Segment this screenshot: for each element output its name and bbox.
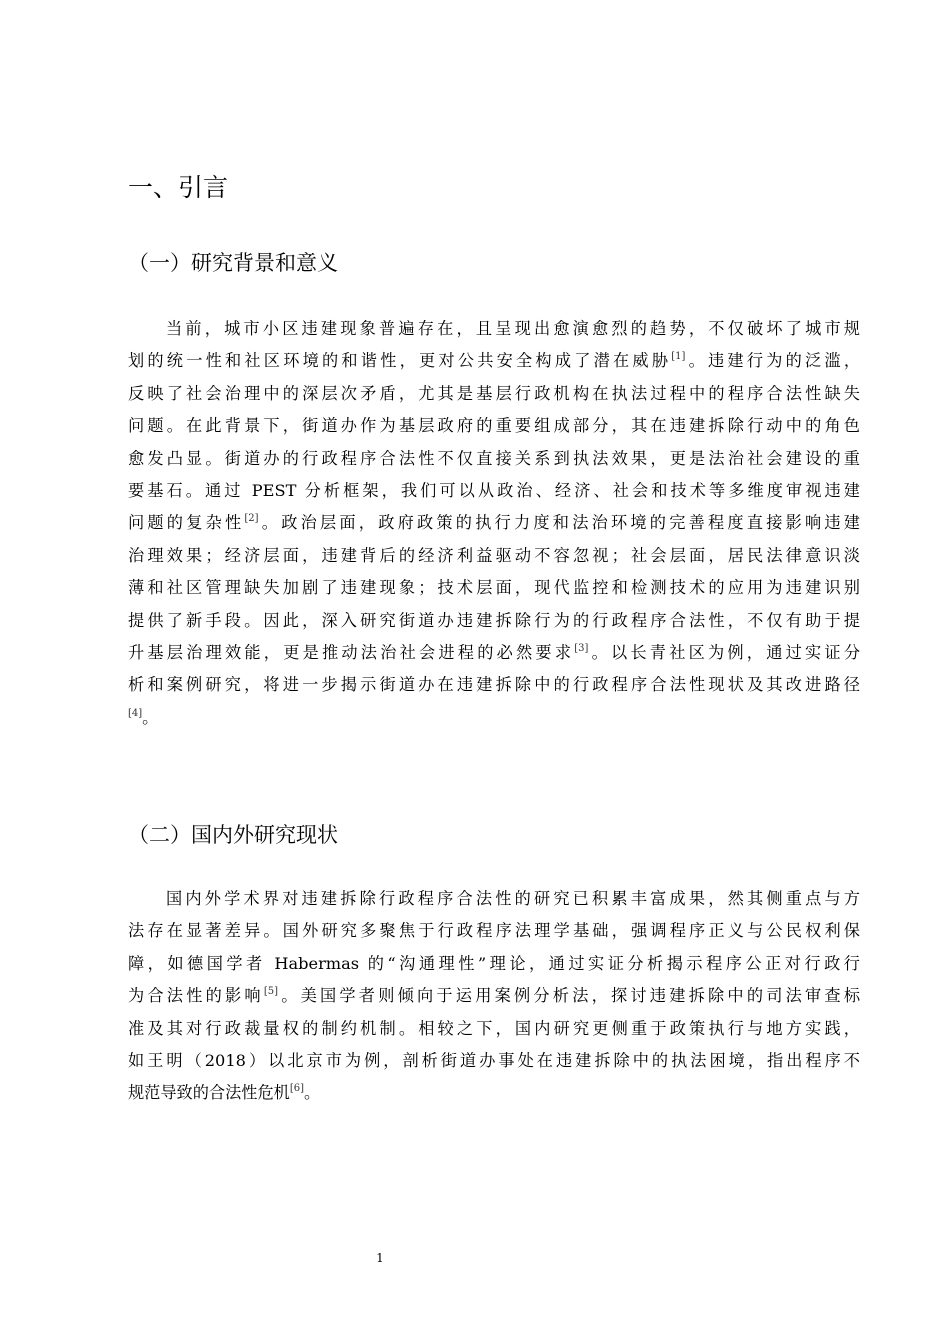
paragraph-line bbox=[128, 980, 860, 1012]
section-heading-background: （一）研究背景和意义 bbox=[128, 251, 338, 275]
paragraph-background bbox=[128, 313, 860, 734]
line-text: 提供了新手段。因此，深入研究街道办违建拆除行为的行政程序合法性，不仅有助于提 bbox=[128, 610, 860, 630]
line-text: 薄和社区管理缺失加剧了违建现象；技术层面，现代监控和检测技术的应用为违建识别 bbox=[128, 578, 860, 598]
line-text: 升基层治理效能，更是推动法治社会进程的必然要求 bbox=[128, 642, 575, 662]
line-text: 。政治层面，政府政策的执行力度和法治环境的完善程度直接影响违建 bbox=[258, 513, 860, 533]
paragraph-line bbox=[128, 313, 860, 345]
page-number: 1 bbox=[376, 1251, 384, 1265]
line-text: 愈发凸显。街道办的行政程序合法性不仅直接关系到执法效果，更是法治社会建设的重 bbox=[128, 448, 860, 468]
chapter-heading: 一、引言 bbox=[128, 173, 229, 202]
line-text: 法存在显著差异。国外研究多聚焦于行政程序法理学基础，强调程序正义与公民权利保 bbox=[128, 921, 860, 941]
paragraph-line bbox=[128, 540, 860, 572]
line-text: 。 bbox=[142, 707, 159, 727]
paragraph-line bbox=[128, 475, 860, 507]
paragraph-research-status bbox=[128, 883, 860, 1110]
line-text: 问题。在此背景下，街道办作为基层政府的重要组成部分，其在违建拆除行动中的角色 bbox=[128, 416, 860, 436]
section-heading-research-status: （二）国内外研究现状 bbox=[128, 823, 338, 847]
line-text: 。违建行为的泛滥， bbox=[685, 351, 861, 371]
paragraph-line bbox=[128, 669, 860, 701]
line-text: 。 bbox=[304, 1083, 321, 1103]
paragraph-line bbox=[128, 572, 860, 604]
line-text: 问题的复杂性 bbox=[128, 513, 245, 533]
line-text: 规范导致的合法性危机 bbox=[128, 1083, 290, 1103]
line-text: 如王明（2018）以北京市为例，剖析街道办事处在违建拆除中的执法困境，指出程序不 bbox=[128, 1050, 860, 1070]
paragraph-line bbox=[128, 443, 860, 475]
line-text: 准及其对行政裁量权的制约机制。相较之下，国内研究更侧重于政策执行与地方实践， bbox=[128, 1018, 860, 1038]
paragraph-line bbox=[128, 378, 860, 410]
line-text: 。美国学者则倾向于运用案例分析法，探讨违建拆除中的司法审查标 bbox=[277, 986, 861, 1006]
citation-marker[interactable]: [5] bbox=[263, 986, 278, 998]
paragraph-line bbox=[128, 1013, 860, 1045]
line-text: 划的统一性和社区环境的和谐性，更对公共安全构成了潜在威胁 bbox=[128, 351, 672, 371]
citation-marker[interactable]: [1] bbox=[671, 351, 686, 363]
citation-marker[interactable]: [4] bbox=[128, 707, 143, 719]
paragraph-line bbox=[128, 883, 860, 915]
paragraph-line bbox=[128, 948, 860, 980]
paragraph-line bbox=[128, 1045, 860, 1077]
paragraph-line bbox=[128, 345, 860, 377]
line-text: 治理效果；经济层面，违建背后的经济利益驱动不容忽视；社会层面，居民法律意识淡 bbox=[128, 545, 860, 565]
line-text: 为合法性的影响 bbox=[128, 986, 264, 1006]
line-text: 反映了社会治理中的深层次矛盾，尤其是基层行政机构在执法过程中的程序合法性缺失 bbox=[128, 383, 860, 403]
paragraph-line bbox=[128, 702, 860, 734]
line-text: 。以长青社区为例，通过实证分 bbox=[588, 642, 861, 662]
line-text: 要基石。通过 PEST 分析框架，我们可以从政治、经济、社会和技术等多维度审视违建 bbox=[128, 480, 860, 500]
line-text: 当前，城市小区违建现象普遍存在，且呈现出愈演愈烈的趋势，不仅破坏了城市规 bbox=[166, 319, 860, 338]
citation-marker[interactable]: [3] bbox=[574, 642, 589, 654]
paragraph-line bbox=[128, 410, 860, 442]
citation-marker[interactable]: [2] bbox=[244, 513, 259, 525]
citation-marker[interactable]: [6] bbox=[289, 1083, 305, 1095]
line-text: 析和案例研究，将进一步揭示街道办在违建拆除中的行政程序合法性现状及其改进路径 bbox=[128, 675, 860, 695]
paragraph-line bbox=[128, 915, 860, 947]
line-text: 障，如德国学者 Habermas 的“沟通理性”理论，通过实证分析揭示程序公正对行政行 bbox=[128, 953, 860, 973]
paragraph-line bbox=[128, 507, 860, 539]
paragraph-line bbox=[128, 637, 860, 669]
paragraph-line bbox=[128, 605, 860, 637]
line-text: 国内外学术界对违建拆除行政程序合法性的研究已积累丰富成果，然其侧重点与方 bbox=[166, 889, 860, 908]
paragraph-line bbox=[128, 1077, 860, 1109]
